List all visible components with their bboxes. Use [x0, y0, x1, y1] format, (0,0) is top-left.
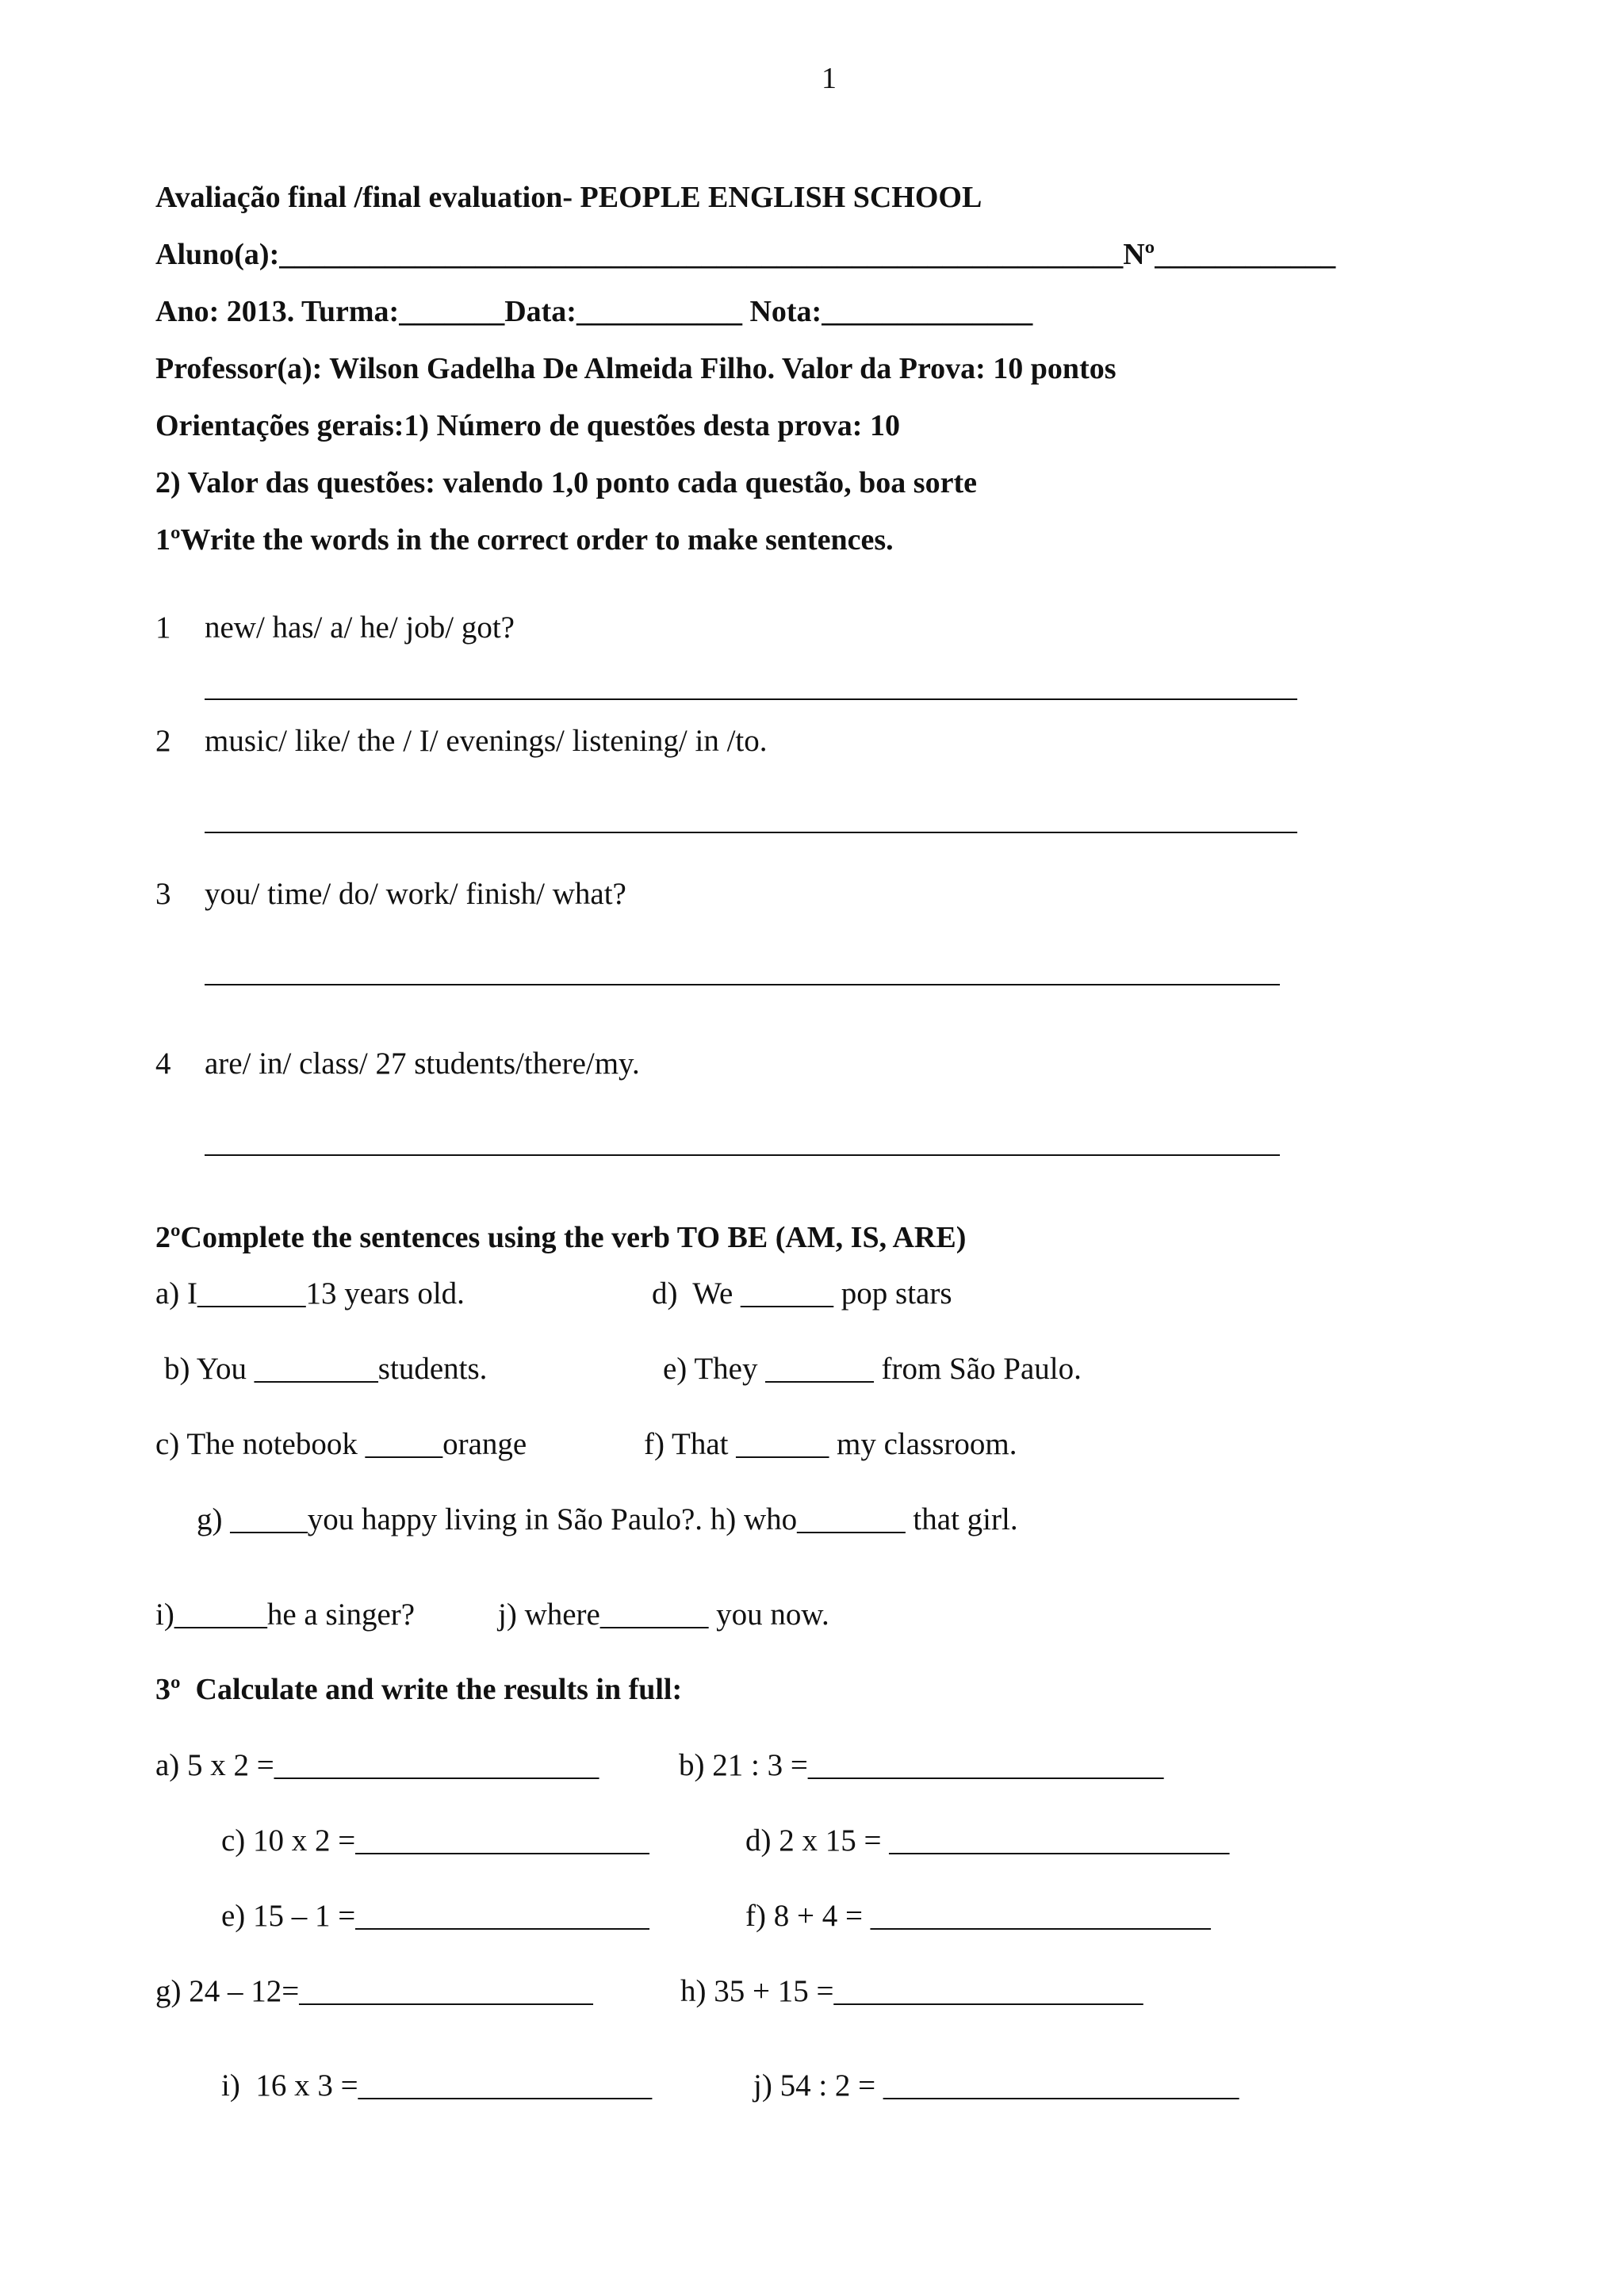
q2-item-f: f) That ______ my classroom. [644, 1427, 1017, 1461]
q2-item-b: b) You ________students. [164, 1352, 488, 1386]
q1-item-4-text: are/ in/ class/ 27 students/there/my. [205, 1047, 640, 1081]
q3-item-h: h) 35 + 15 =____________________ [680, 1974, 1143, 2008]
q1-item-2-text: music/ like/ the / I/ evenings/ listening/ in /to. [205, 724, 768, 758]
q1-item-1-answer-line [205, 698, 1297, 700]
q1-item-4-number: 4 [155, 1047, 171, 1081]
q3-item-i: i) 16 x 3 =___________________ [221, 2068, 653, 2103]
q3-item-a: a) 5 x 2 =_____________________ [155, 1748, 599, 1782]
q2-item-j: j) where_______ you now. [498, 1598, 829, 1632]
q3-item-f: f) 8 + 4 = ______________________ [745, 1899, 1211, 1933]
q2-item-g-h: g) _____you happy living in São Paulo?. h) who_______ that girl. [197, 1502, 1018, 1536]
q1-item-1-number: 1 [155, 610, 171, 645]
q1-item-4-answer-line [205, 1154, 1280, 1156]
q1-item-3-text: you/ time/ do/ work/ finish/ what? [205, 877, 626, 911]
q2-item-c: c) The notebook _____orange [155, 1427, 527, 1461]
q3-heading: 3º Calculate and write the results in full: [155, 1673, 683, 1706]
general-guidelines-line: Orientações gerais:1) Número de questões desta prova: 10 [155, 409, 900, 442]
q1-item-2-answer-line [205, 832, 1297, 833]
q2-item-d: d) We ______ pop stars [652, 1276, 952, 1311]
year-class-date-grade-line: Ano: 2013. Turma:_______Data:___________ Nota:______________ [155, 295, 1033, 328]
q3-item-d: d) 2 x 15 = ______________________ [745, 1823, 1230, 1858]
q2-heading: 2ºComplete the sentences using the verb TO BE (AM, IS, ARE) [155, 1221, 967, 1254]
q2-item-i: i)______he a singer? [155, 1598, 416, 1632]
q2-item-a: a) I_______13 years old. [155, 1276, 465, 1311]
question-value-line: 2) Valor das questões: valendo 1,0 ponto cada questão, boa sorte [155, 466, 977, 499]
q1-item-3-answer-line [205, 984, 1280, 985]
q3-item-j: j) 54 : 2 = _______________________ [753, 2068, 1239, 2103]
q1-item-3-number: 3 [155, 877, 171, 911]
q1-item-2-number: 2 [155, 724, 171, 758]
q3-item-g: g) 24 – 12=___________________ [155, 1974, 593, 2008]
q1-heading: 1ºWrite the words in the correct order to make sentences. [155, 523, 894, 557]
q3-item-c: c) 10 x 2 =___________________ [221, 1823, 649, 1858]
q2-item-e: e) They _______ from São Paulo. [663, 1352, 1082, 1386]
q1-item-1-text: new/ has/ a/ he/ job/ got? [205, 610, 515, 645]
exam-title: Avaliação final /final evaluation- PEOPLE ENGLISH SCHOOL [155, 181, 982, 214]
q3-item-b: b) 21 : 3 =_______________________ [679, 1748, 1164, 1782]
q3-item-e: e) 15 – 1 =___________________ [221, 1899, 649, 1933]
page-number: 1 [822, 62, 837, 95]
student-name-line: Aluno(a):________________________________________________________Nº____________ [155, 238, 1336, 271]
teacher-line: Professor(a): Wilson Gadelha De Almeida Filho. Valor da Prova: 10 pontos [155, 352, 1116, 385]
